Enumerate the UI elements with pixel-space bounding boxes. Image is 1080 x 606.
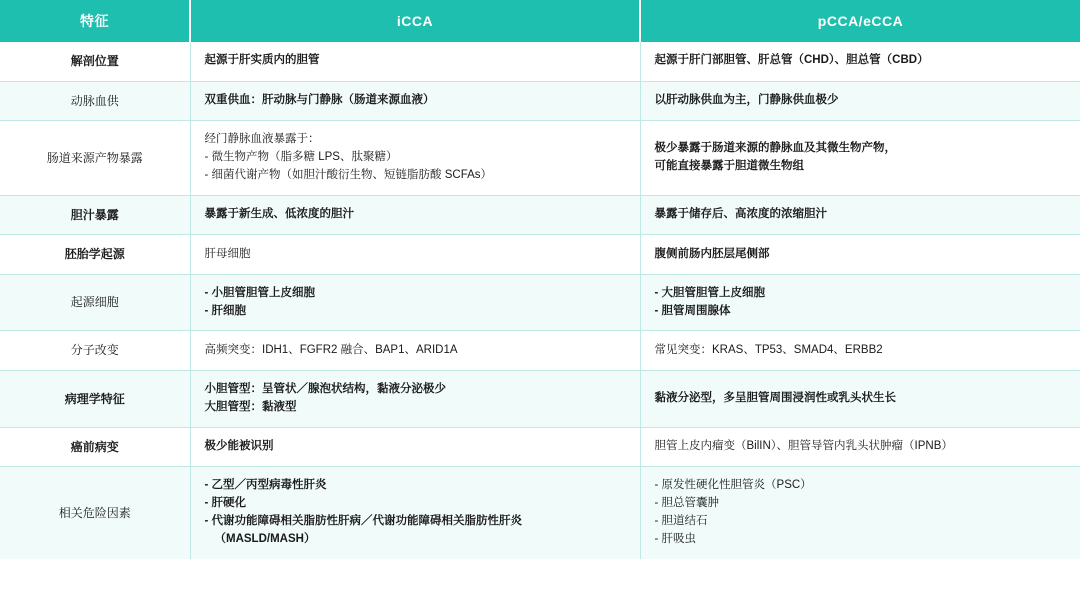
cell-line: 极少暴露于肠道来源的静脉血及其微生物产物， [654, 142, 896, 155]
cell-line: - 大胆管胆管上皮细胞 [654, 286, 766, 299]
table-row [0, 42, 1080, 81]
cell-line: - 代谢功能障碍相关脂肪性肝病／代谢功能障碍相关脂肪性肝炎 [204, 514, 523, 527]
cell-line: - 肝吸虫 [654, 532, 697, 545]
pcca-ecca-cell [640, 81, 1080, 121]
cell-line: 肝母细胞 [204, 247, 251, 260]
cell-line: - 胆总管囊肿 [654, 497, 720, 510]
feature-cell: 肠道来源产物暴露 [0, 121, 190, 195]
table-row [0, 81, 1080, 121]
feature-cell: 胚胎学起源 [0, 235, 190, 275]
table-row [0, 371, 1080, 428]
icca-cell [190, 121, 640, 195]
cell-line: 经门静脉血液暴露于： [204, 133, 320, 146]
icca-cell [190, 427, 640, 467]
cell-line: 起源于肝实质内的胆管 [204, 54, 320, 67]
feature-cell: 解剖位置 [0, 42, 190, 81]
pcca-ecca-cell [640, 195, 1080, 235]
table-row [0, 121, 1080, 195]
column-header-feature: 特征 [0, 0, 190, 42]
cell-line: 常见突变：KRAS、TP53、SMAD4、ERBB2 [654, 343, 883, 356]
table-row [0, 235, 1080, 275]
table-row [0, 331, 1080, 371]
cell-line: - 细菌代谢产物（如胆汁酸衍生物、短链脂肪酸 SCFAs） [204, 168, 493, 181]
table-body [0, 42, 1080, 559]
cell-line: - 胆管周围腺体 [654, 304, 731, 317]
cell-line: 起源于肝门部胆管、肝总管（CHD）、胆总管（CBD） [654, 54, 929, 67]
icca-cell [190, 274, 640, 331]
cell-line: - 微生物产物（脂多糖 LPS、肽聚糖） [204, 151, 398, 163]
feature-cell: 胆汁暴露 [0, 195, 190, 235]
cell-line: 腹侧前肠内胚层尾侧部 [654, 247, 770, 260]
feature-cell: 癌前病变 [0, 427, 190, 467]
table-row [0, 467, 1080, 559]
column-header-pcca-ecca: pCCA/eCCA [640, 0, 1080, 42]
cell-line: 暴露于新生成、低浓度的胆汁 [204, 208, 354, 221]
cell-line: 双重供血：肝动脉与门静脉（肠道来源血液） [204, 93, 435, 106]
icca-cell [190, 467, 640, 559]
pcca-ecca-cell [640, 235, 1080, 275]
cell-line: 黏液分泌型，多呈胆管周围浸润性或乳头状生长 [654, 391, 896, 404]
cell-line: 暴露于储存后、高浓度的浓缩胆汁 [654, 208, 827, 221]
icca-cell [190, 195, 640, 235]
pcca-ecca-cell [640, 371, 1080, 428]
cell-line: 胆管上皮内瘤变（BilIN）、胆管导管内乳头状肿瘤（IPNB） [654, 440, 953, 453]
table-row [0, 195, 1080, 235]
pcca-ecca-cell [640, 467, 1080, 559]
icca-cell [190, 371, 640, 428]
cell-line: （MASLD/MASH） [214, 532, 316, 545]
cell-line: 大胆管型：黏液型 [204, 400, 297, 413]
pcca-ecca-cell [640, 427, 1080, 467]
icca-cell [190, 81, 640, 121]
column-header-icca: iCCA [190, 0, 640, 42]
table-row [0, 274, 1080, 331]
pcca-ecca-cell [640, 121, 1080, 195]
cell-line: - 胆道结石 [654, 514, 708, 527]
cell-line: - 肝细胞 [204, 304, 247, 317]
pcca-ecca-cell [640, 42, 1080, 81]
feature-cell: 动脉血供 [0, 81, 190, 121]
cell-line: 小胆管型：呈管状／腺泡状结构，黏液分泌极少 [204, 383, 446, 396]
cell-line: - 肝硬化 [204, 497, 247, 510]
cell-line: - 原发性硬化性胆管炎（PSC） [654, 479, 812, 492]
table-header [0, 0, 1080, 42]
feature-cell: 相关危险因素 [0, 467, 190, 559]
pcca-ecca-cell [640, 331, 1080, 371]
feature-cell: 病理学特征 [0, 371, 190, 428]
cell-line: - 乙型／丙型病毒性肝炎 [204, 479, 327, 492]
cell-line: 可能直接暴露于胆道微生物组 [654, 159, 804, 172]
icca-cell [190, 331, 640, 371]
cell-line: 以肝动脉供血为主，门静脉供血极少 [654, 93, 839, 106]
header-row [0, 0, 1080, 42]
feature-cell: 分子改变 [0, 331, 190, 371]
cell-line: 高频突变：IDH1、FGFR2 融合、BAP1、ARID1A [204, 343, 458, 356]
pcca-ecca-cell [640, 274, 1080, 331]
icca-cell [190, 42, 640, 81]
feature-cell: 起源细胞 [0, 274, 190, 331]
icca-cell [190, 235, 640, 275]
cell-line: 极少能被识别 [204, 440, 274, 453]
table-row [0, 427, 1080, 467]
cell-line: - 小胆管胆管上皮细胞 [204, 286, 316, 299]
